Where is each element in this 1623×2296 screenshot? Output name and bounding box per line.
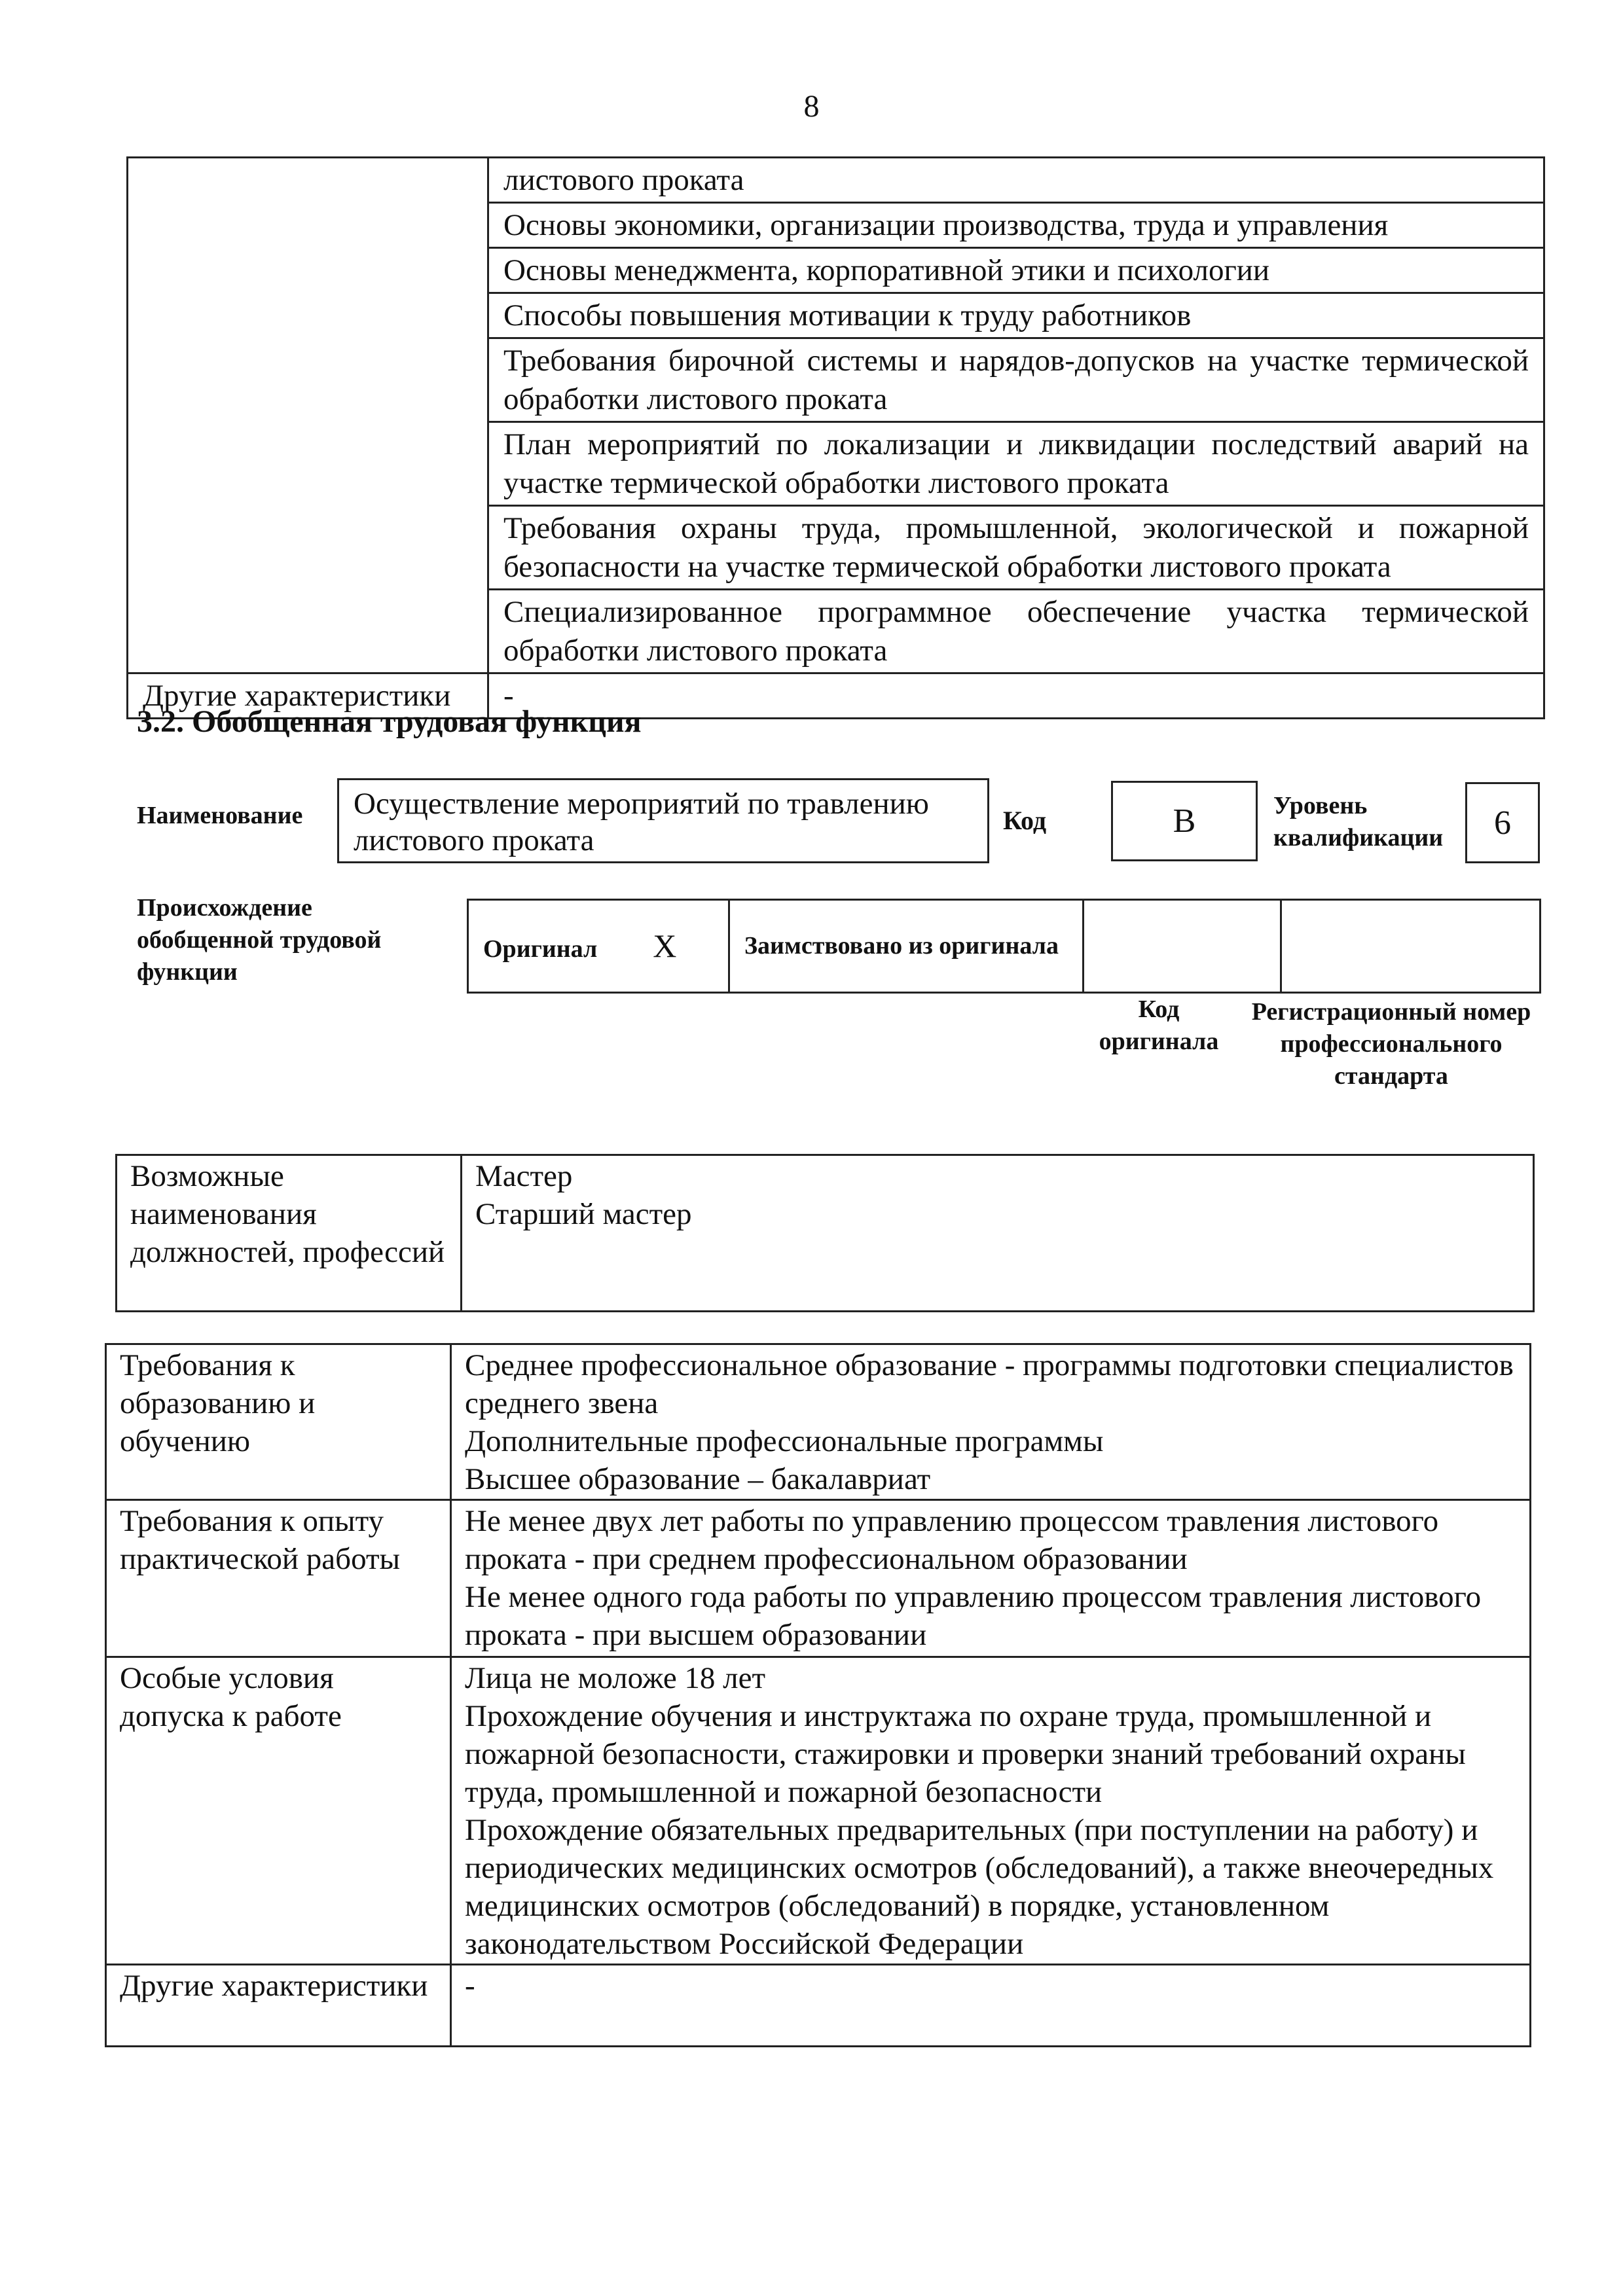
level-value-box: 6 — [1465, 782, 1540, 863]
level-label: Уровень квалификации — [1273, 792, 1444, 852]
origin-mark: X — [653, 927, 677, 964]
position-item: Мастер — [475, 1159, 573, 1193]
requirements-table — [105, 1343, 1531, 2047]
table-row — [106, 1965, 1531, 2047]
education-item: Высшее образование – бакалавриат — [465, 1462, 931, 1496]
positions-label: Возможные наименования должностей, профессий — [117, 1155, 462, 1312]
education-values — [451, 1344, 1531, 1500]
conditions-item: Прохождение обучения и инструктажа по охране труда, промышленной и пожарной безопасности, стажировки и проверки знаний требований охраны труда, промышленной и пожарной безопасности — [465, 1699, 1466, 1809]
function-name-box: Осуществление мероприятий по травлению листового проката — [337, 778, 989, 863]
conditions-values — [451, 1657, 1531, 1965]
origin-label: Происхождение обобщенной трудовой функции — [137, 894, 382, 986]
origin-borrowed-label: Заимствовано из оригинала — [744, 932, 1059, 960]
table-row — [106, 1500, 1531, 1657]
table-row — [117, 1155, 1534, 1312]
table-row — [468, 900, 1541, 993]
other-label: Другие характеристики — [128, 673, 488, 719]
conditions-label: Особые условия допуска к работе — [106, 1657, 451, 1965]
empty-label-cell — [128, 158, 488, 673]
table-row — [106, 1344, 1531, 1500]
other-req-label: Другие характеристики — [106, 1965, 451, 2047]
other-value: - — [488, 673, 1544, 719]
knowledge-item: Требования охраны труда, промышленной, экологической и пожарной безопасности на участке термической обработки листового проката — [488, 506, 1544, 590]
origin-code-cell — [1084, 900, 1281, 993]
name-label: Наименование — [137, 802, 303, 829]
knowledge-item: Требования бирочной системы и нарядов-допусков на участке термической обработки листового проката — [488, 338, 1544, 422]
conditions-item: Лица не моложе 18 лет — [465, 1661, 766, 1695]
education-item: Дополнительные профессиональные программы — [465, 1424, 1104, 1458]
education-item: Среднее профессиональное образование - программы подготовки специалистов среднего звена — [465, 1348, 1514, 1420]
experience-label: Требования к опыту практической работы — [106, 1500, 451, 1657]
positions-values — [462, 1155, 1534, 1312]
knowledge-item: листового проката — [488, 158, 1544, 203]
knowledge-table — [126, 156, 1545, 719]
section-title: 3.2. Обобщенная трудовая функция — [137, 704, 642, 739]
origin-original-label: Оригинал — [483, 935, 598, 963]
origin-original-cell — [468, 900, 729, 993]
code-label: Код — [1003, 806, 1047, 835]
origin-borrowed-cell — [729, 900, 1084, 993]
origin-reg-caption: Регистрационный номер профессионального стандарта — [1251, 998, 1531, 1090]
knowledge-item: Специализированное программное обеспечение участка термической обработки листового проката — [488, 590, 1544, 673]
education-label: Требования к образованию и обучению — [106, 1344, 451, 1500]
experience-item: Не менее двух лет работы по управлению процессом травления листового проката - при среднем профессиональном образовании — [465, 1504, 1439, 1576]
knowledge-item: План мероприятий по локализации и ликвидации последствий аварий на участке термической обработки листового проката — [488, 422, 1544, 506]
origin-reg-cell — [1281, 900, 1541, 993]
experience-values — [451, 1500, 1531, 1657]
other-req-value: - — [451, 1965, 1531, 2047]
origin-code-caption: Код оригинала — [1099, 996, 1219, 1055]
table-row — [106, 1657, 1531, 1965]
position-item: Старший мастер — [475, 1197, 692, 1231]
knowledge-item: Основы экономики, организации производства, труда и управления — [488, 203, 1544, 248]
page-number: 8 — [803, 89, 820, 124]
table-row — [128, 158, 1544, 203]
positions-table — [115, 1154, 1535, 1312]
code-value-box: B — [1111, 781, 1258, 861]
experience-item: Не менее одного года работы по управлению процессом травления листового проката - при высшем образовании — [465, 1580, 1482, 1652]
origin-table — [467, 899, 1541, 994]
knowledge-item: Способы повышения мотивации к труду работников — [488, 293, 1544, 338]
conditions-item: Прохождение обязательных предварительных (при поступлении на работу) и периодических медицинских осмотров (обследований), а также внеочередных медицинских осмотров (обследований) в порядке, установленном законодательством Российской Федерации — [465, 1813, 1494, 1961]
knowledge-item: Основы менеджмента, корпоративной этики и психологии — [488, 248, 1544, 293]
